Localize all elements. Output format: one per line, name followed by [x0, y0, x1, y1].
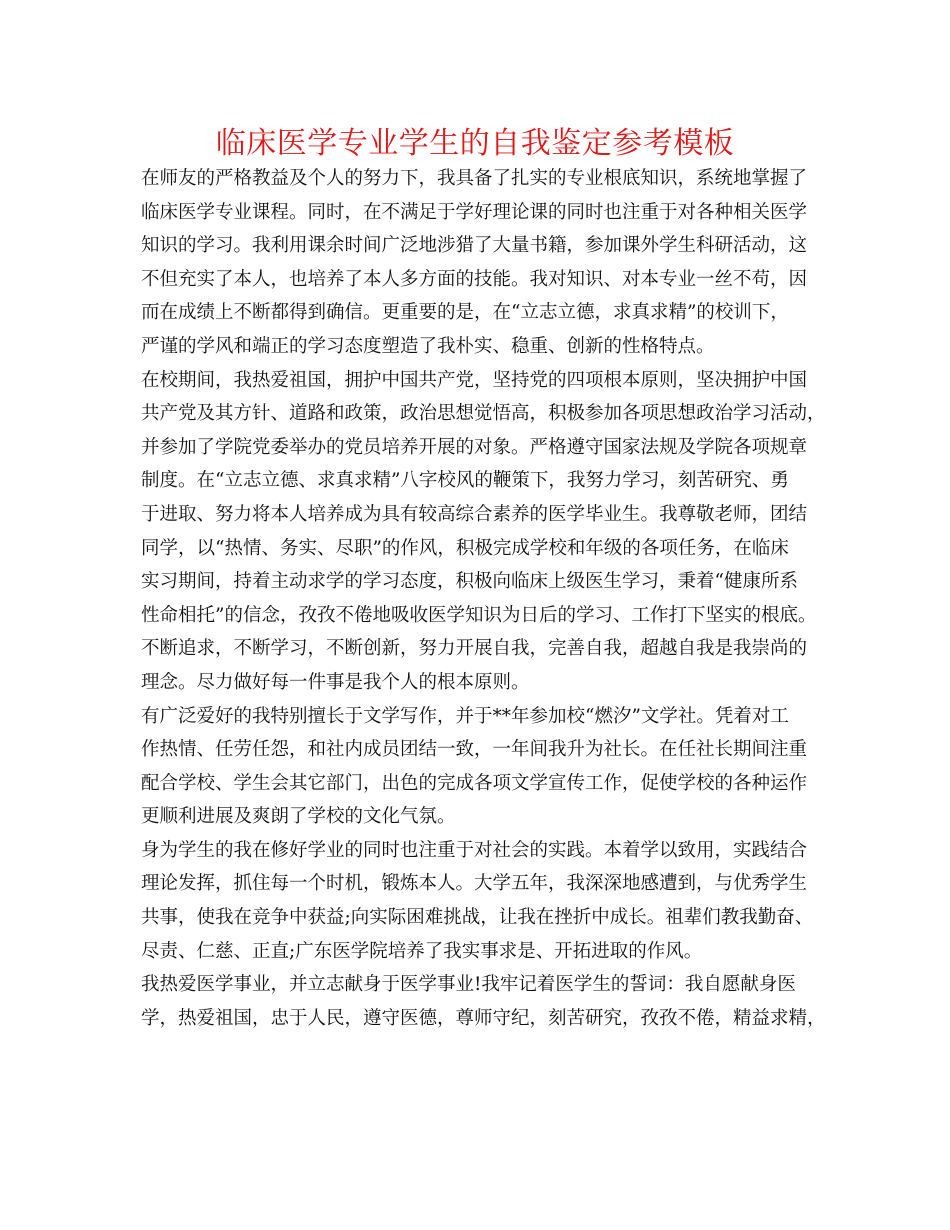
text-line: 学，热爱祖国，忠于人民，遵守医德，尊师守纪，刻苦研究，孜孜不倦，精益求精， — [141, 1007, 826, 1029]
text-line: 有广泛爱好的我特别擅长于文学写作，并于**年参加校“燃汐”文学社。凭着对工 — [141, 705, 789, 727]
text-line: 共产党及其方针、道路和政策，政治思想觉悟高，积极参加各项思想政治学习活动， — [141, 403, 826, 425]
text-line: 严谨的学风和端正的学习态度塑造了我朴实、稳重、创新的性格特点。 — [141, 335, 715, 357]
text-line: 实习期间，持着主动求学的学习态度，积极向临床上级医生学习，秉着“健康所系 — [141, 571, 798, 593]
text-line: 而在成绩上不断都得到确信。更重要的是，在“立志立德，求真求精”的校训下， — [141, 302, 789, 324]
text-line: 制度。在“立志立德、求真求精”八字校风的鞭策下，我努力学习，刻苦研究、勇 — [141, 470, 789, 492]
text-line: 于进取、努力将本人培养成为具有较高综合素养的医学毕业生。我尊敬老师，团结 — [141, 503, 808, 525]
text-line: 我热爱医学事业，并立志献身于医学事业!我牢记着医学生的誓词：我自愿献身医 — [141, 974, 796, 996]
text-line: 并参加了学院党委举办的党员培养开展的对象。严格遵守国家法规及学院各项规章 — [141, 436, 808, 458]
text-line: 在校期间，我热爱祖国，拥护中国共产党，坚持党的四项根本原则，坚决拥护中国 — [141, 369, 808, 391]
text-line: 性命相托”的信念，孜孜不倦地吸收医学知识为日后的学习、工作打下坚实的根底。 — [141, 604, 817, 626]
text-line: 不但充实了本人，也培养了本人多方面的技能。我对知识、对本专业一丝不苟，因 — [141, 268, 808, 290]
text-line: 临床医学专业课程。同时，在不满足于学好理论课的同时也注重于对各种相关医学 — [141, 201, 808, 223]
text-line: 知识的学习。我利用课余时间广泛地涉猎了大量书籍，参加课外学生科研活动，这 — [141, 235, 808, 257]
text-line: 共事，使我在竞争中获益;向实际困难挑战，让我在挫折中成长。祖辈们教我勤奋、 — [141, 907, 814, 929]
text-line: 尽责、仁慈、正直;广东医学院培养了我实事求是、开拓进取的作风。 — [141, 940, 703, 962]
document-title: 临床医学专业学生的自我鉴定参考模板 — [215, 126, 735, 161]
text-line: 配合学校、学生会其它部门，出色的完成各项文学宣传工作，促使学校的各种运作 — [141, 772, 808, 794]
text-line: 在师友的严格教益及个人的努力下，我具备了扎实的专业根底知识，系统地掌握了 — [141, 168, 808, 189]
text-line: 理念。尽力做好每一件事是我个人的根本原则。 — [141, 671, 530, 693]
text-line: 同学，以“热情、务实、尽职”的作风，积极完成学校和年级的各项任务，在临床 — [141, 537, 789, 559]
text-line: 身为学生的我在修好学业的同时也注重于对社会的实践。本着学以致用，实践结合 — [141, 839, 808, 861]
text-line: 更顺利进展及爽朗了学校的文化气氛。 — [141, 806, 456, 828]
text-line: 不断追求，不断学习，不断创新，努力开展自我，完善自我，超越自我是我崇尚的 — [141, 638, 808, 660]
document-body — [141, 162, 831, 1035]
text-line: 理论发挥，抓住每一个时机，锻炼本人。大学五年，我深深地感遭到，与优秀学生 — [141, 873, 808, 895]
text-line: 作热情、任劳任怨，和社内成员团结一致，一年间我升为社长。在任社长期间注重 — [141, 739, 808, 761]
